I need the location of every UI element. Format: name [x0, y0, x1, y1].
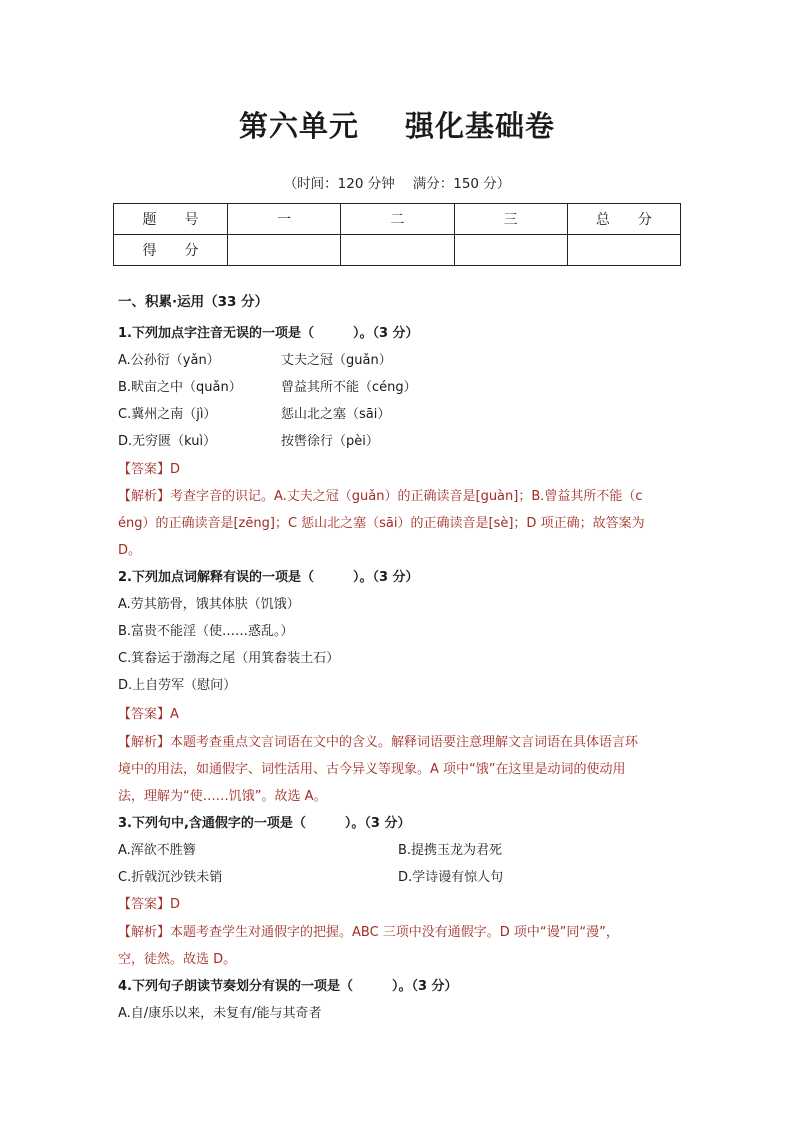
- q1-answer: 【答案】D: [118, 462, 181, 477]
- score-table-score-row: [114, 235, 681, 266]
- q2-analysis-line: 境中的用法，如通假字、词性活用、古今异义等现象。A 项中“饿”在这里是动词的使动用: [118, 762, 626, 777]
- exam-time: （时间：120 分钟: [283, 176, 395, 192]
- q3-option-c: C.折戟沉沙铁未销: [118, 870, 223, 885]
- q1-option-a: A.公孙衍（yǎn）: [118, 353, 220, 368]
- question-4-stem: 4.下列句子朗读节奏划分有误的一项是（ ）。（3 分）: [118, 979, 458, 994]
- q3-option-a: A.浑欲不胜簪: [118, 843, 196, 858]
- q2-answer: 【答案】A: [118, 707, 179, 722]
- score-table-header-row: [114, 204, 681, 235]
- score-cell: 总 分: [567, 204, 680, 235]
- q1-option-b-2: 曾益其所不能（céng）: [281, 380, 417, 395]
- q3-option-d: D.学诗谩有惊人句: [398, 870, 504, 885]
- score-input-cell[interactable]: [228, 235, 341, 266]
- q2-option-d: D.上自劳军（慰问）: [118, 678, 237, 693]
- q2-analysis-line: 【解析】本题考查重点文言词语在文中的含义。解释词语要注意理解文言词语在具体语言环: [118, 735, 639, 750]
- q1-option-c: C.冀州之南（jì）: [118, 407, 217, 422]
- q2-option-c: C.箕畚运于渤海之尾（用箕畚装土石）: [118, 651, 340, 666]
- exam-info: [0, 172, 794, 192]
- score-cell: 题 号: [114, 204, 228, 235]
- q2-analysis-line: 法，理解为“使……饥饿”。故选 A。: [118, 789, 327, 804]
- q3-analysis-line: 空，徒然。故选 D。: [118, 952, 237, 967]
- q4-option-a: A.自/康乐以来，未复有/能与其奇者: [118, 1006, 322, 1021]
- q1-analysis-line: D。: [118, 543, 142, 558]
- q1-option-d-2: 按辔徐行（pèi）: [281, 434, 379, 449]
- score-input-cell[interactable]: [567, 235, 680, 266]
- title-unit: 第六单元: [238, 109, 359, 143]
- q1-option-a-2: 丈夫之冠（guǎn）: [281, 353, 392, 368]
- q1-analysis-line: éng）的正确读音是[zēng]；C 惩山北之塞（sāi）的正确读音是[sè]；D 项正确；故答案为: [118, 516, 645, 531]
- question-3-stem: 3.下列句中,含通假字的一项是（ ）。（3 分）: [118, 816, 411, 831]
- q1-option-d: D.无穷匮（kuì）: [118, 434, 217, 449]
- score-cell: 二: [341, 204, 454, 235]
- q2-option-a: A.劳其筋骨，饿其体肤（饥饿）: [118, 597, 300, 612]
- score-cell: 一: [228, 204, 341, 235]
- exam-full-score: 满分：150 分）: [412, 176, 511, 192]
- title-name: 强化基础卷: [405, 109, 556, 143]
- question-1-stem: 1.下列加点字注音无误的一项是（ ）。（3 分）: [118, 326, 419, 341]
- q3-analysis-line: 【解析】本题考查学生对通假字的把握。ABC 三项中没有通假字。D 项中“谩”同“漫”，: [118, 925, 619, 940]
- q3-option-b: B.提携玉龙为君死: [398, 843, 503, 858]
- score-table: [113, 203, 681, 266]
- score-input-cell[interactable]: [341, 235, 454, 266]
- q1-option-c-2: 惩山北之塞（sāi）: [281, 407, 391, 422]
- score-cell: 得 分: [114, 235, 228, 266]
- question-2-stem: 2.下列加点词解释有误的一项是（ ）。（3 分）: [118, 570, 419, 585]
- q1-analysis-line: 【解析】考查字音的识记。A.丈夫之冠（guǎn）的正确读音是[guàn]；B.曾益其所不能（c: [118, 489, 643, 504]
- q3-answer: 【答案】D: [118, 897, 181, 912]
- q2-option-b: B.富贵不能淫（使……惑乱。）: [118, 624, 294, 639]
- section-heading: 一、积累·运用（33 分）: [118, 294, 269, 310]
- score-input-cell[interactable]: [454, 235, 567, 266]
- page-title: [0, 104, 794, 145]
- score-cell: 三: [454, 204, 567, 235]
- q1-option-b: B.畎亩之中（quǎn）: [118, 380, 242, 395]
